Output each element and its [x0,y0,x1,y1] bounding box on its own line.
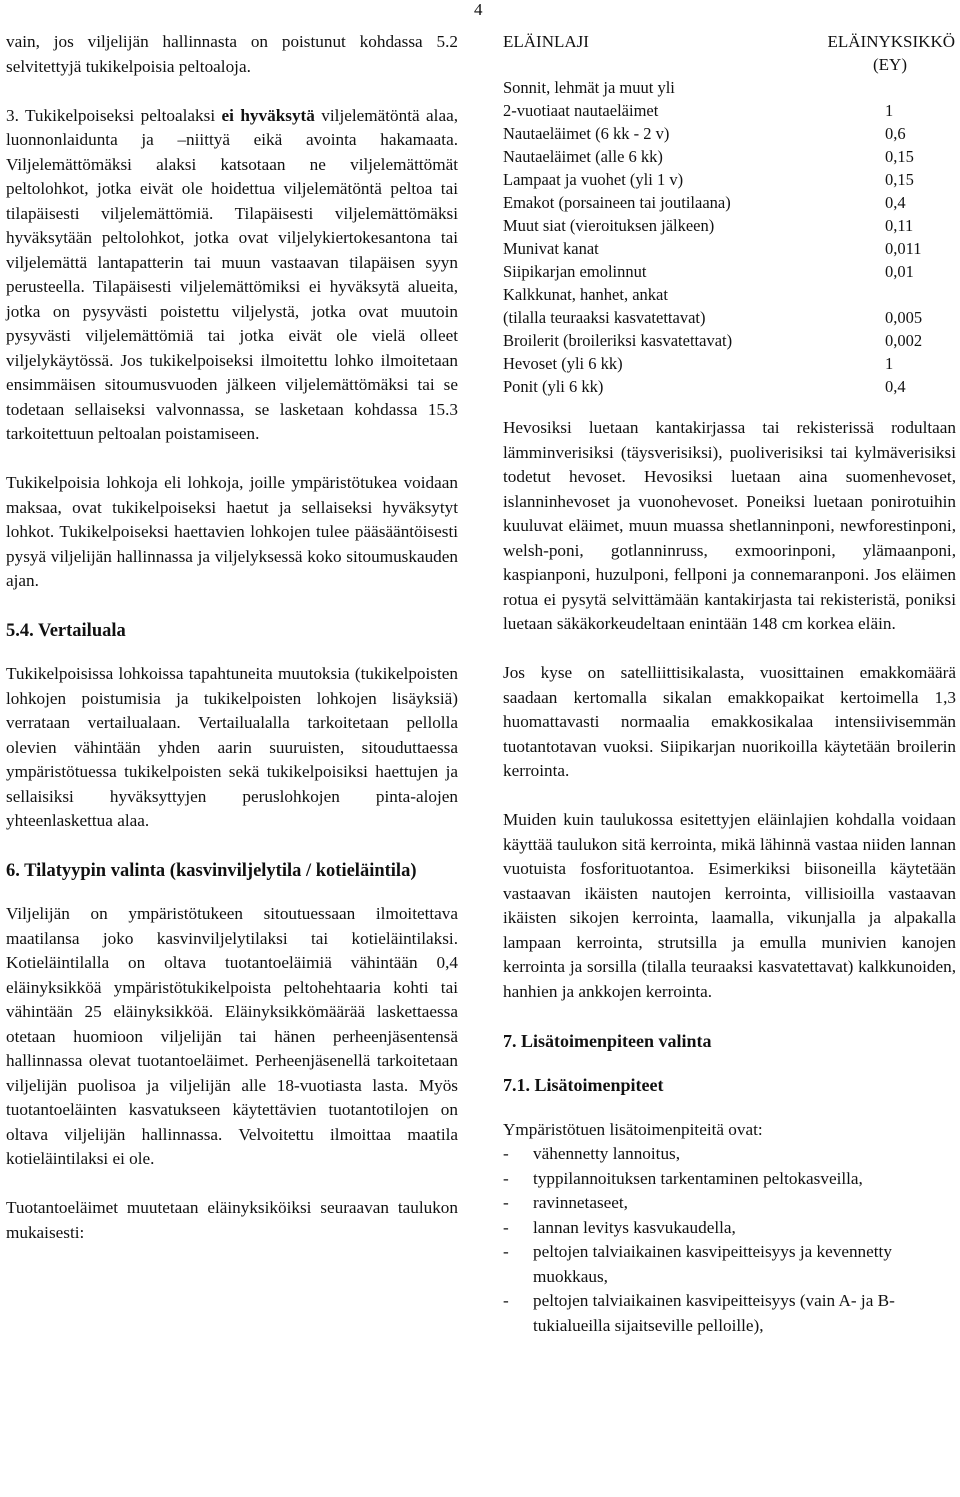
left-column [6,30,458,1245]
table-row [503,191,955,214]
header-animal: ELÄINLAJI [503,32,589,51]
heading-vertailuala: 5.4. Vertailuala [6,621,126,641]
animal-cell: Emakot (porsaineen tai joutilaana) [503,193,731,212]
table-header-row-sub [503,53,955,76]
unit-cell: 0,005 [885,308,923,327]
unit-cell: 0,011 [885,239,922,258]
animal-cell: Ponit (yli 6 kk) [503,377,604,396]
table-row [503,329,955,352]
list-item-text: vähennetty lannoitus, [533,1144,681,1163]
table-row [503,283,955,306]
list-item [503,1289,956,1338]
unit-cell: 0,6 [885,124,906,143]
paragraph-other-species: Muiden kuin taulukossa esitettyjen eläinlajien kohdalla voidaan käyttää taulukon sitä kerrointa, mikä lähinnä vastaa niiden lannan vuotuista fosforituotantoa. Esimerkiksi biisoneilla käytetään vastaavan ikäisten nautojen kerrointa, villisioilla vastaavan ikäisten sikojen kerrointa, laamalla, vikunjalla ja alpakalla lampaan kerrointa, strutsilla ja emulla munivien kanojen kerrointa ja sorsilla (tilalla teuraaksi kasvatettavat) kalkkunoiden, hanhien ja ankkojen kerrointa. [503,810,956,1001]
paragraph-item-3 [6,104,458,447]
item-3-bold: ei hyväksytä [221,105,315,125]
paragraph-horses: Hevosiksi luetaan kantakirjassa tai rekisterissä rodultaan lämminverisiksi (täysverisiksi), puoliverisiksi tai kylmäverisiksi todetut hevoset. Hevosiksi luetaan aina suomenhevoset, islanninhevoset ja vuonohevoset. Poneiksi luetaan ponirotuihin kuuluvat eläimet, muun muassa shetlanninponi, newforestinponi, welsh-poni, gotlanninruss, exmoorinponi, ylämaanponi, kaspianponi, huzulponi, fellponi ja connemaranponi. Jos eläimen rotua ei pysytä selvittämään kantakirjasta tai rekisteristä, poniksi luetaan säkäkorkeudeltaan enintään 148 cm korkea eläin. [503,418,956,633]
item-3-prefix: 3. Tukikelpoiseksi peltoalaksi [6,105,222,125]
unit-cell: 0,4 [885,193,906,212]
table-row [503,352,955,375]
table-row [503,375,955,398]
paragraph-conversion: Tuotantoeläimet muutetaan eläinyksiköiksi seuraavan taulukon mukaisesti: [6,1198,458,1242]
animal-cell: Broilerit (broileriksi kasvatettavat) [503,331,733,350]
list-item [503,1216,956,1241]
animal-cell: Munivat kanat [503,239,599,258]
page-number: 4 [474,0,483,19]
paragraph-measures-intro: Ympäristötuen lisätoimenpiteitä ovat: [503,1119,763,1139]
item-3-text: viljelemätöntä alaa, luonnonlaidunta ja –niittyä eikä avointa hakamaata. Viljelemättömäksi alaksi katsotaan ne viljelemättömät peltolohkot, jotka eivät ole hoidettua viljelemätöntä peltoa tai tilapäisesti viljelemättömiä. Tilapäisesti viljelemättömäksi hyväksytään peltolohkot, jotka ovat viljelykiertokesantona tai viljelemättä lantapatterin tai muun vastaavan tilapäisen syyn perusteella. Tilapäisesti viljelemättömiksi ei hyväksytä alueita, jotka on pysyvästi poistettu viljelystä, jotka ovat muutoin pysyvästi viljelemättömiä tai jotka eivät ole vielä olleet viljelykäytössä. Jos tukikelpoiseksi ilmoitettu lohko ilmoitetaan ensimmäisen sitoumusvuoden jälkeen viljelemättömäksi tai se todetaan sellaiseksi valvonnassa, se lasketaan kohdassa 15.3 tarkoitettuun peltoalan poistamiseen. [6,105,459,443]
right-column [503,30,956,1338]
animal-cell: Nautaeläimet (6 kk - 2 v) [503,124,670,143]
table-row [503,260,955,283]
list-dash: - [503,1193,509,1212]
table-row [503,214,955,237]
animal-cell: Sonnit, lehmät ja muut yli [503,78,675,97]
animal-cell: Siipikarjan emolinnut [503,262,647,281]
list-item-text: peltojen talviaikainen kasvipeitteisyys ja kevennetty muokkaus, [533,1242,892,1286]
paragraph-satellite: Jos kyse on satelliittisikalasta, vuosittainen emakkomäärä saadaan kertomalla sikalan emakkopaikat kertoimella 1,3 huomattavasti normaalia emakkosikalaa intensiivisemmän tuotantotavan vuoksi. Siipikarjan nuorikoilla käytetään broilerin kerrointa. [503,663,956,780]
animal-cell: Nautaeläimet (alle 6 kk) [503,147,663,166]
paragraph-eligible-parcels: Tukikelpoisia lohkoja eli lohkoja, joille ympäristötukea voidaan maksaa, ovat tukikelpoiseksi haetut ja sellaiseksi hyväksytyt lohkot. Tukikelpoiseksi haettavien lohkojen tulee pääsääntöisesti pysyä viljelijän hallinnassa ja viljelyksessä koko sitoumuskauden ajan. [6,473,458,590]
list-item-text: ravinnetaseet, [533,1193,628,1212]
list-dash: - [503,1168,509,1188]
unit-cell [785,76,955,99]
list-item [503,1142,956,1167]
paragraph-vertailuala: Tukikelpoisissa lohkoissa tapahtuneita muutoksia (tukikelpoisten lohkojen poistumisia ja tukikelpoisten lohkojen lisäyksiä) verrataan vertailualaan. Vertailualalla tarkoitetaan pellolla olevien vähintään yhden aarin suuruisten, sitouduttaessa ympäristötuessa tukikelpoisten sekä tukikelpoisiksi haettujen ja sellaisiksi hyväksyttyjen peruslohkojen pinta-alojen yhteenlaskettua alaa. [6,664,458,830]
table-row [503,122,955,145]
measures-list [503,1142,956,1338]
unit-cell: 0,15 [885,170,914,189]
list-item [503,1167,956,1192]
list-item [503,1240,956,1289]
animal-cell: Kalkkunat, hanhet, ankat [503,285,668,304]
unit-cell: 0,15 [885,147,914,166]
unit-cell: 0,002 [885,331,923,350]
animal-cell: 2-vuotiaat nautaeläimet [503,101,659,120]
unit-cell: 1 [885,354,894,373]
animal-unit-table [503,30,955,398]
animal-cell: (tilalla teuraaksi kasvatettavat) [503,308,706,327]
table-row [503,76,955,99]
animal-cell: Hevoset (yli 6 kk) [503,354,623,373]
paragraph-tilatyyppi: Viljelijän on ympäristötukeen sitoutuessaan ilmoitettava maatilansa joko kasvinviljelytilaksi tai kotieläintilaksi. Kotieläintilalla on oltava tuotantoeläimiä vähintään 0,4 eläinyksikköä ympäristötukikelpoista peltohehtaaria kohti tai vähintään 25 eläinyksikköä. Eläinyksikkömäärää laskettaessa otetaan huomioon viljelijän tai hänen perheenjäsentensä hallinnassa olevat tuotantoeläimet. Perheenjäsenellä tarkoitetaan viljelijän puolisoa ja viljelijän alle 18-vuotiasta lasta. Myös tuotantoeläinten kasvatukseen käytettävien tuotantotilojen on oltava viljelijän hallinnassa. Velvoitettu ilmoittaa maatila kotieläintilaksi ei ole. [6,904,458,1168]
table-row [503,168,955,191]
list-dash: - [503,1217,509,1237]
list-item [503,1191,956,1216]
list-item-text: typpilannoituksen tarkentaminen peltokasveilla, [533,1168,863,1188]
unit-cell: 0,4 [885,377,906,396]
heading-tilatyyppi: 6. Tilatyypin valinta (kasvinviljelytila / kotieläintila) [6,861,417,881]
table-row [503,145,955,168]
list-item-text: peltojen talviaikainen kasvipeitteisyys (vain A- ja B-tukialueilla sijaitseville pelloille), [533,1291,895,1335]
header-unit: ELÄINYKSIKKÖ [827,32,955,51]
paragraph-intro: vain, jos viljelijän hallinnasta on poistunut kohdassa 5.2 selvitettyjä tukikelpoisia peltoaloja. [6,32,458,76]
list-dash: - [503,1291,509,1310]
heading-lisatoimenpiteet: 7.1. Lisätoimenpiteet [503,1075,664,1095]
unit-cell: 0,11 [885,216,914,235]
header-unit-sub: (EY) [873,55,907,74]
table-header-row [503,30,955,53]
table-row [503,306,955,329]
unit-cell: 0,01 [885,262,914,281]
unit-cell: 1 [885,101,894,120]
animal-cell: Muut siat (vieroituksen jälkeen) [503,216,715,235]
list-dash: - [503,1242,509,1261]
animal-cell: Lampaat ja vuohet (yli 1 v) [503,170,684,189]
list-item-text: lannan levitys kasvukaudella, [533,1217,736,1237]
list-dash: - [503,1144,509,1163]
table-row [503,99,955,122]
table-row [503,237,955,260]
unit-cell [785,283,955,306]
heading-lisatoimenpiteen-valinta: 7. Lisätoimenpiteen valinta [503,1030,712,1051]
